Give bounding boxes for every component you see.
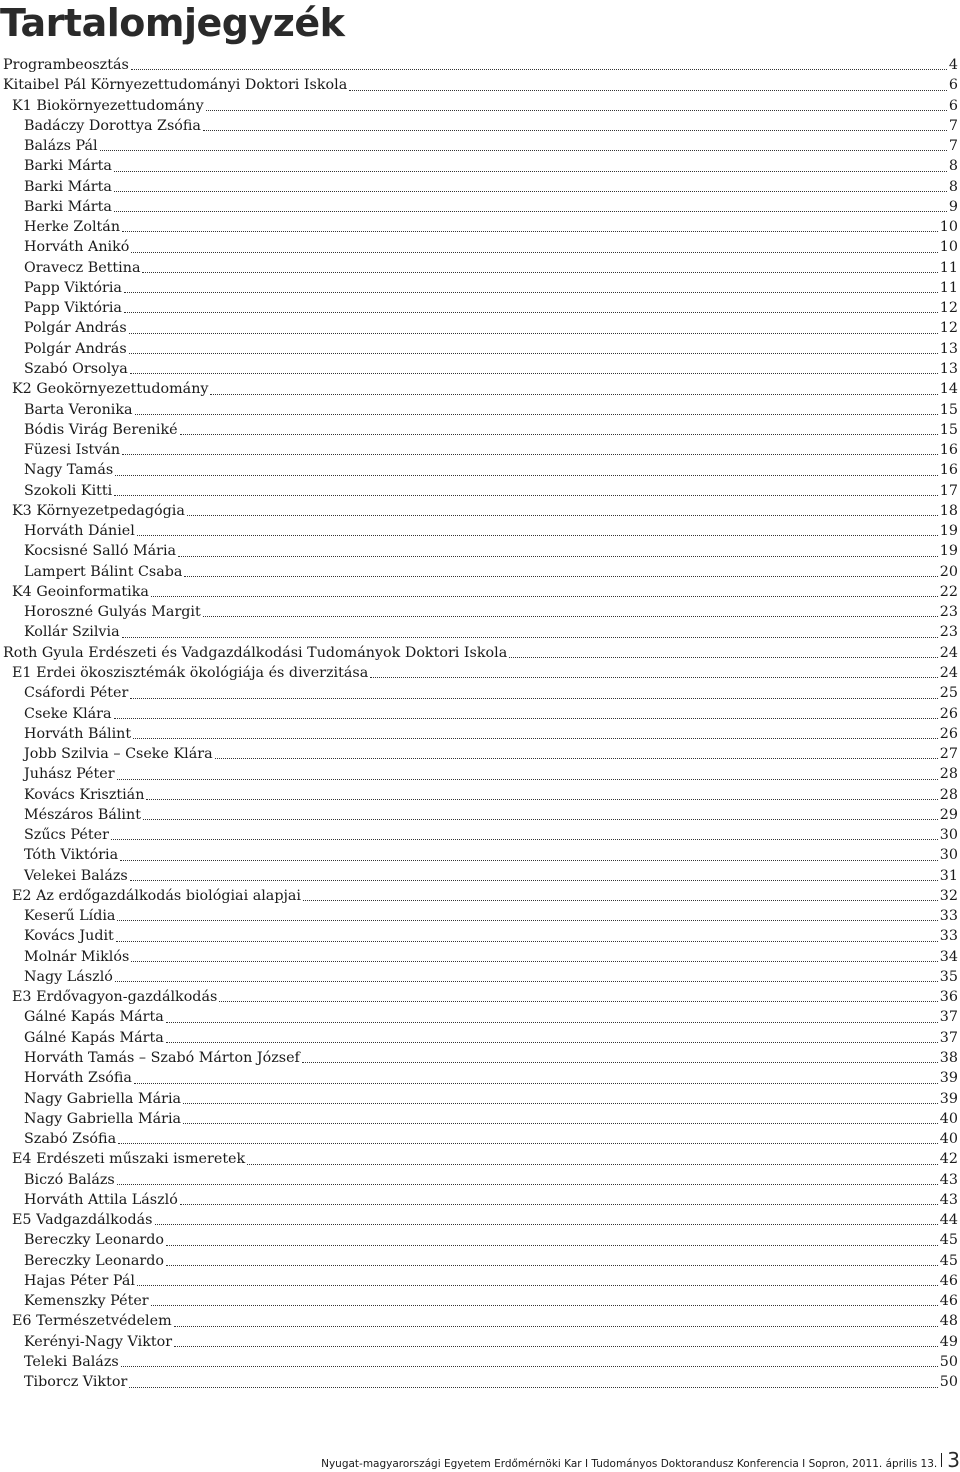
toc-entry-label: Gálné Kapás Márta [24, 1009, 164, 1026]
dot-leader [114, 210, 947, 212]
toc-entry[interactable] [0, 75, 958, 95]
dot-leader [135, 413, 938, 415]
toc-entry[interactable] [0, 643, 958, 663]
toc-entry-label: Bereczky Leonardo [24, 1232, 164, 1249]
dot-leader [183, 1102, 938, 1104]
toc-entry[interactable] [0, 116, 958, 136]
dot-leader [180, 433, 938, 435]
dot-leader [116, 940, 938, 942]
dot-leader [180, 1203, 938, 1205]
dot-leader [302, 1061, 938, 1063]
toc-entry[interactable] [0, 1210, 958, 1230]
toc-entry[interactable] [0, 1190, 958, 1210]
toc-entry[interactable] [0, 805, 958, 825]
toc-entry-page: 23 [939, 624, 958, 641]
toc-entry-page: 12 [939, 320, 958, 337]
toc-entry[interactable] [0, 420, 958, 440]
toc-entry-label: Horváth Zsófia [24, 1070, 132, 1087]
toc-entry[interactable] [0, 521, 958, 541]
toc-entry[interactable] [0, 602, 958, 622]
toc-entry[interactable] [0, 1230, 958, 1250]
toc-entry-label: Oravecz Bettina [24, 259, 141, 276]
toc-entry-label: Nagy László [24, 968, 113, 985]
toc-entry[interactable] [0, 177, 958, 197]
toc-entry[interactable] [0, 845, 958, 865]
toc-entry-label: Barta Veronika [24, 401, 133, 418]
dot-leader [129, 332, 938, 334]
toc-entry[interactable] [0, 156, 958, 176]
toc-entry-label: Horváth Tamás – Szabó Márton József [24, 1050, 300, 1067]
toc-entry-page: 19 [939, 523, 958, 540]
dot-leader [303, 899, 938, 901]
toc-entry-page: 7 [948, 117, 958, 134]
toc-entry[interactable] [0, 1311, 958, 1331]
toc-entry[interactable] [0, 96, 958, 116]
toc-entry-page: 15 [939, 401, 958, 418]
toc-entry-page: 50 [939, 1374, 958, 1391]
dot-leader [114, 170, 947, 172]
toc-entry[interactable] [0, 866, 958, 886]
dot-leader [219, 1000, 937, 1002]
toc-entry[interactable] [0, 1068, 958, 1088]
toc-entry-label: Bereczky Leonardo [24, 1252, 164, 1269]
toc-entry[interactable] [0, 825, 958, 845]
toc-entry-page: 46 [939, 1272, 958, 1289]
toc-entry-label: Horváth Anikó [24, 239, 130, 256]
toc-entry[interactable] [0, 400, 958, 420]
dot-leader [206, 109, 947, 111]
toc-entry[interactable] [0, 217, 958, 237]
toc-entry[interactable] [0, 582, 958, 602]
dot-leader [122, 230, 938, 232]
dot-leader [131, 251, 937, 253]
toc-entry[interactable] [0, 1170, 958, 1190]
toc-entry-page: 36 [939, 989, 958, 1006]
toc-entry-page: 35 [939, 968, 958, 985]
dot-leader [370, 676, 938, 678]
toc-entry-page: 48 [939, 1313, 958, 1330]
dot-leader [509, 656, 938, 658]
toc-entry[interactable] [0, 278, 958, 298]
toc-entry-label: Nagy Gabriella Mária [24, 1110, 182, 1127]
toc-entry[interactable] [0, 1352, 958, 1372]
dot-leader [137, 1284, 938, 1286]
toc-entry-label: K3 Környezetpedagógia [12, 502, 185, 519]
toc-entry-page: 16 [939, 442, 958, 459]
toc-entry-label: Balázs Pál [24, 138, 98, 155]
dot-leader [142, 271, 937, 273]
toc-entry[interactable] [0, 906, 958, 926]
dot-leader [124, 311, 938, 313]
toc-entry[interactable] [0, 1291, 958, 1311]
dot-leader [203, 129, 947, 131]
toc-entry[interactable] [0, 136, 958, 156]
dot-leader [130, 879, 938, 881]
toc-entry[interactable] [0, 1332, 958, 1352]
dot-leader [130, 372, 938, 374]
dot-leader [184, 575, 937, 577]
toc-entry-label: Roth Gyula Erdészeti és Vadgazdálkodási Tudományok Doktori Iskola [3, 644, 508, 661]
dot-leader [151, 1304, 938, 1306]
dot-leader [215, 757, 938, 759]
toc-entry[interactable] [0, 1251, 958, 1271]
dot-leader [133, 737, 938, 739]
toc-entry-label: Herke Zoltán [24, 219, 121, 236]
page-footer [321, 1448, 960, 1472]
toc-entry-label: Teleki Balázs [24, 1354, 119, 1370]
toc-entry-page: 42 [939, 1151, 958, 1168]
toc-entry-page: 45 [939, 1232, 958, 1249]
toc-entry-page: 10 [939, 239, 958, 256]
toc-entry-label: Bódis Virág Bereniké [24, 421, 178, 438]
toc-entry-page: 46 [939, 1293, 958, 1310]
toc-entry-page: 4 [948, 57, 958, 73]
page-number: 3 [947, 1448, 960, 1472]
toc-entry[interactable] [0, 1028, 958, 1048]
dot-leader [247, 1163, 938, 1165]
toc-entry[interactable] [0, 359, 958, 379]
dot-leader [183, 1122, 938, 1124]
toc-entry-label: Velekei Balázs [24, 867, 128, 884]
dot-leader [166, 1264, 938, 1266]
toc-entry[interactable] [0, 318, 958, 338]
toc-entry-label: Csáfordi Péter [24, 685, 129, 702]
toc-entry-label: Kitaibel Pál Környezettudományi Doktori Iskola [3, 77, 348, 94]
toc-entry-label: Molnár Miklós [24, 948, 130, 965]
toc-entry-page: 39 [939, 1090, 958, 1107]
toc-entry-label: Juhász Péter [24, 766, 115, 783]
dot-leader [166, 1021, 938, 1023]
toc-entry[interactable] [0, 1129, 958, 1149]
dot-leader [115, 474, 938, 476]
toc-entry-label: Horváth Attila László [24, 1191, 178, 1208]
footer-separator [941, 1453, 942, 1467]
toc-entry-page: 24 [939, 664, 958, 681]
toc-entry[interactable] [0, 764, 958, 784]
toc-entry[interactable] [0, 947, 958, 967]
toc-entry-page: 9 [948, 198, 958, 215]
toc-entry-label: Papp Viktória [24, 300, 122, 317]
toc-entry-label: Programbeosztás [3, 57, 129, 73]
toc-entry-label: Kovács Judit [24, 928, 114, 945]
toc-entry-label: E2 Az erdőgazdálkodás biológiai alapjai [12, 887, 301, 904]
dot-leader [166, 1244, 938, 1246]
dot-leader [174, 1325, 938, 1327]
toc-entry[interactable] [0, 258, 958, 278]
toc-entry-page: 22 [939, 583, 958, 600]
toc-entry[interactable] [0, 1271, 958, 1291]
toc-entry-label: Szabó Zsófia [24, 1131, 117, 1148]
toc-entry[interactable] [0, 481, 958, 501]
toc-entry[interactable] [0, 562, 958, 582]
toc-entry[interactable] [0, 55, 958, 75]
toc-entry[interactable] [0, 926, 958, 946]
toc-entry-page: 6 [948, 77, 958, 94]
toc-entry[interactable] [0, 744, 958, 764]
toc-entry-page: 27 [939, 746, 958, 763]
toc-entry-label: Polgár András [24, 320, 127, 337]
dot-leader [100, 149, 947, 151]
toc-entry-label: Horoszné Gulyás Margit [24, 604, 201, 621]
toc-entry-label: E1 Erdei ökoszisztémák ökológiája és diverzitása [12, 664, 369, 681]
toc-entry-label: E4 Erdészeti műszaki ismeretek [12, 1151, 246, 1168]
toc-entry[interactable] [0, 1109, 958, 1129]
toc-entry-page: 23 [939, 604, 958, 621]
toc-entry[interactable] [0, 1048, 958, 1068]
toc-entry[interactable] [0, 1007, 958, 1027]
toc-entry-page: 32 [939, 887, 958, 904]
toc-entry-page: 11 [939, 279, 958, 296]
toc-entry-page: 31 [939, 867, 958, 884]
footer-text: Nyugat-magyarországi Egyetem Erdőmérnöki Kar I Tudományos Doktorandusz Konferencia I Sopron, 2011. április 13. [321, 1458, 938, 1470]
dot-leader [118, 1142, 938, 1144]
page-title: Tartalomjegyzék [0, 1, 345, 45]
toc-entry-page: 25 [939, 685, 958, 702]
toc-entry-page: 28 [939, 786, 958, 803]
dot-leader [122, 453, 938, 455]
toc-entry[interactable] [0, 1149, 958, 1169]
toc-entry[interactable] [0, 967, 958, 987]
toc-entry[interactable] [0, 683, 958, 703]
toc-entry-page: 40 [939, 1110, 958, 1127]
toc-entry-label: Lampert Bálint Csaba [24, 563, 183, 580]
toc-entry-page: 14 [939, 381, 958, 398]
toc-entry-page: 43 [939, 1191, 958, 1208]
toc-entry[interactable] [0, 460, 958, 480]
toc-entry-page: 11 [939, 259, 958, 276]
dot-leader [117, 919, 937, 921]
dot-leader [137, 534, 938, 536]
toc-entry-page: 19 [939, 543, 958, 560]
dot-leader [129, 352, 938, 354]
dot-leader [143, 818, 938, 820]
dot-leader [131, 68, 947, 70]
toc-entry[interactable] [0, 785, 958, 805]
toc-entry-label: Barki Márta [24, 178, 112, 195]
toc-entry-label: Kollár Szilvia [24, 624, 120, 641]
toc-entry-page: 24 [939, 644, 958, 661]
toc-entry-page: 30 [939, 827, 958, 844]
dot-leader [114, 717, 938, 719]
toc-entry-label: Cseke Klára [24, 705, 112, 722]
dot-leader [114, 494, 938, 496]
toc-entry[interactable] [0, 1372, 958, 1392]
toc-entry-page: 13 [939, 360, 958, 377]
dot-leader [174, 1345, 938, 1347]
toc-entry[interactable] [0, 622, 958, 642]
toc-entry-page: 26 [939, 725, 958, 742]
toc-entry-label: Polgár András [24, 340, 127, 357]
toc-entry[interactable] [0, 197, 958, 217]
toc-entry-label: Kemenszky Péter [24, 1293, 149, 1310]
toc-entry-label: E3 Erdővagyon-gazdálkodás [12, 989, 218, 1006]
toc-entry-label: Kerényi-Nagy Viktor [24, 1333, 173, 1350]
toc-entry-label: K2 Geokörnyezettudomány [12, 381, 209, 398]
toc-entry-page: 50 [939, 1354, 958, 1370]
toc-entry-page: 49 [939, 1333, 958, 1350]
table-of-contents [0, 55, 958, 1393]
toc-entry-label: Biczó Balázs [24, 1171, 115, 1188]
toc-entry-page: 34 [939, 948, 958, 965]
toc-entry[interactable] [0, 704, 958, 724]
toc-entry-page: 38 [939, 1050, 958, 1067]
dot-leader [130, 697, 938, 699]
toc-entry-page: 43 [939, 1171, 958, 1188]
toc-entry-page: 7 [948, 138, 958, 155]
toc-entry[interactable] [0, 339, 958, 359]
dot-leader [115, 980, 938, 982]
toc-entry-label: Hajas Péter Pál [24, 1272, 135, 1289]
toc-entry-page: 8 [948, 178, 958, 195]
toc-entry-page: 20 [939, 563, 958, 580]
toc-entry[interactable] [0, 440, 958, 460]
toc-entry-page: 13 [939, 340, 958, 357]
toc-entry-page: 12 [939, 300, 958, 317]
toc-entry-label: Jobb Szilvia – Cseke Klára [24, 746, 213, 763]
dot-leader [187, 514, 938, 516]
dot-leader [114, 190, 947, 192]
toc-entry[interactable] [0, 724, 958, 744]
toc-entry-label: Nagy Tamás [24, 462, 114, 479]
dot-leader [151, 595, 938, 597]
toc-entry[interactable] [0, 987, 958, 1007]
toc-entry-label: Szabó Orsolya [24, 360, 128, 377]
toc-entry-page: 37 [939, 1029, 958, 1046]
toc-entry[interactable] [0, 886, 958, 906]
toc-entry-page: 44 [939, 1212, 958, 1229]
dot-leader [111, 838, 938, 840]
toc-entry-page: 16 [939, 462, 958, 479]
toc-entry-page: 26 [939, 705, 958, 722]
toc-entry[interactable] [0, 501, 958, 521]
toc-entry-page: 37 [939, 1009, 958, 1026]
toc-entry-page: 29 [939, 806, 958, 823]
toc-entry[interactable] [0, 237, 958, 257]
toc-entry-page: 30 [939, 847, 958, 864]
toc-entry-label: Papp Viktória [24, 279, 122, 296]
toc-entry-page: 6 [948, 97, 958, 114]
dot-leader [349, 89, 947, 91]
dot-leader [122, 636, 938, 638]
toc-entry-page: 40 [939, 1131, 958, 1148]
toc-entry-label: Badáczy Dorottya Zsófia [24, 117, 201, 134]
toc-entry-label: Füzesi István [24, 442, 121, 459]
toc-entry-page: 15 [939, 421, 958, 438]
dot-leader [129, 1386, 938, 1388]
toc-entry-label: Gálné Kapás Márta [24, 1029, 164, 1046]
dot-leader [155, 1223, 938, 1225]
toc-entry-label: Horváth Bálint [24, 725, 132, 742]
dot-leader [124, 291, 938, 293]
dot-leader [117, 1183, 938, 1185]
dot-leader [146, 798, 937, 800]
dot-leader [166, 1041, 938, 1043]
dot-leader [210, 393, 937, 395]
toc-entry-page: 18 [939, 502, 958, 519]
toc-entry-label: Kovács Krisztián [24, 786, 145, 803]
dot-leader [120, 859, 938, 861]
toc-entry[interactable] [0, 1089, 958, 1109]
toc-entry-label: Szűcs Péter [24, 827, 109, 844]
toc-entry-page: 17 [939, 482, 958, 499]
toc-entry-label: Horváth Dániel [24, 523, 135, 540]
dot-leader [203, 615, 938, 617]
toc-entry-page: 39 [939, 1070, 958, 1087]
toc-entry[interactable] [0, 663, 958, 683]
toc-entry[interactable] [0, 298, 958, 318]
toc-entry-label: Mészáros Bálint [24, 806, 141, 823]
toc-entry-page: 28 [939, 766, 958, 783]
toc-entry-label: K1 Biokörnyezettudomány [12, 97, 204, 114]
toc-entry-label: Keserű Lídia [24, 908, 116, 925]
toc-entry-label: K4 Geoinformatika [12, 583, 149, 600]
toc-entry-page: 10 [939, 219, 958, 236]
toc-entry-label: E5 Vadgazdálkodás [12, 1212, 153, 1229]
dot-leader [178, 555, 938, 557]
toc-entry-page: 33 [939, 928, 958, 945]
toc-entry-label: Tóth Viktória [24, 847, 119, 864]
toc-entry-page: 33 [939, 908, 958, 925]
toc-entry-label: Kocsisné Salló Mária [24, 543, 177, 560]
toc-entry-label: Tiborcz Viktor [24, 1374, 128, 1391]
toc-entry-label: Nagy Gabriella Mária [24, 1090, 182, 1107]
toc-entry-page: 45 [939, 1252, 958, 1269]
toc-entry-label: Barki Márta [24, 198, 112, 215]
toc-entry-label: E6 Természetvédelem [12, 1313, 172, 1330]
toc-entry[interactable] [0, 541, 958, 561]
toc-entry[interactable] [0, 379, 958, 399]
dot-leader [117, 778, 938, 780]
dot-leader [121, 1365, 938, 1367]
dot-leader [131, 960, 937, 962]
toc-entry-label: Szokoli Kitti [24, 482, 113, 499]
dot-leader [134, 1082, 938, 1084]
toc-entry-page: 8 [948, 158, 958, 175]
toc-entry-label: Barki Márta [24, 158, 112, 175]
